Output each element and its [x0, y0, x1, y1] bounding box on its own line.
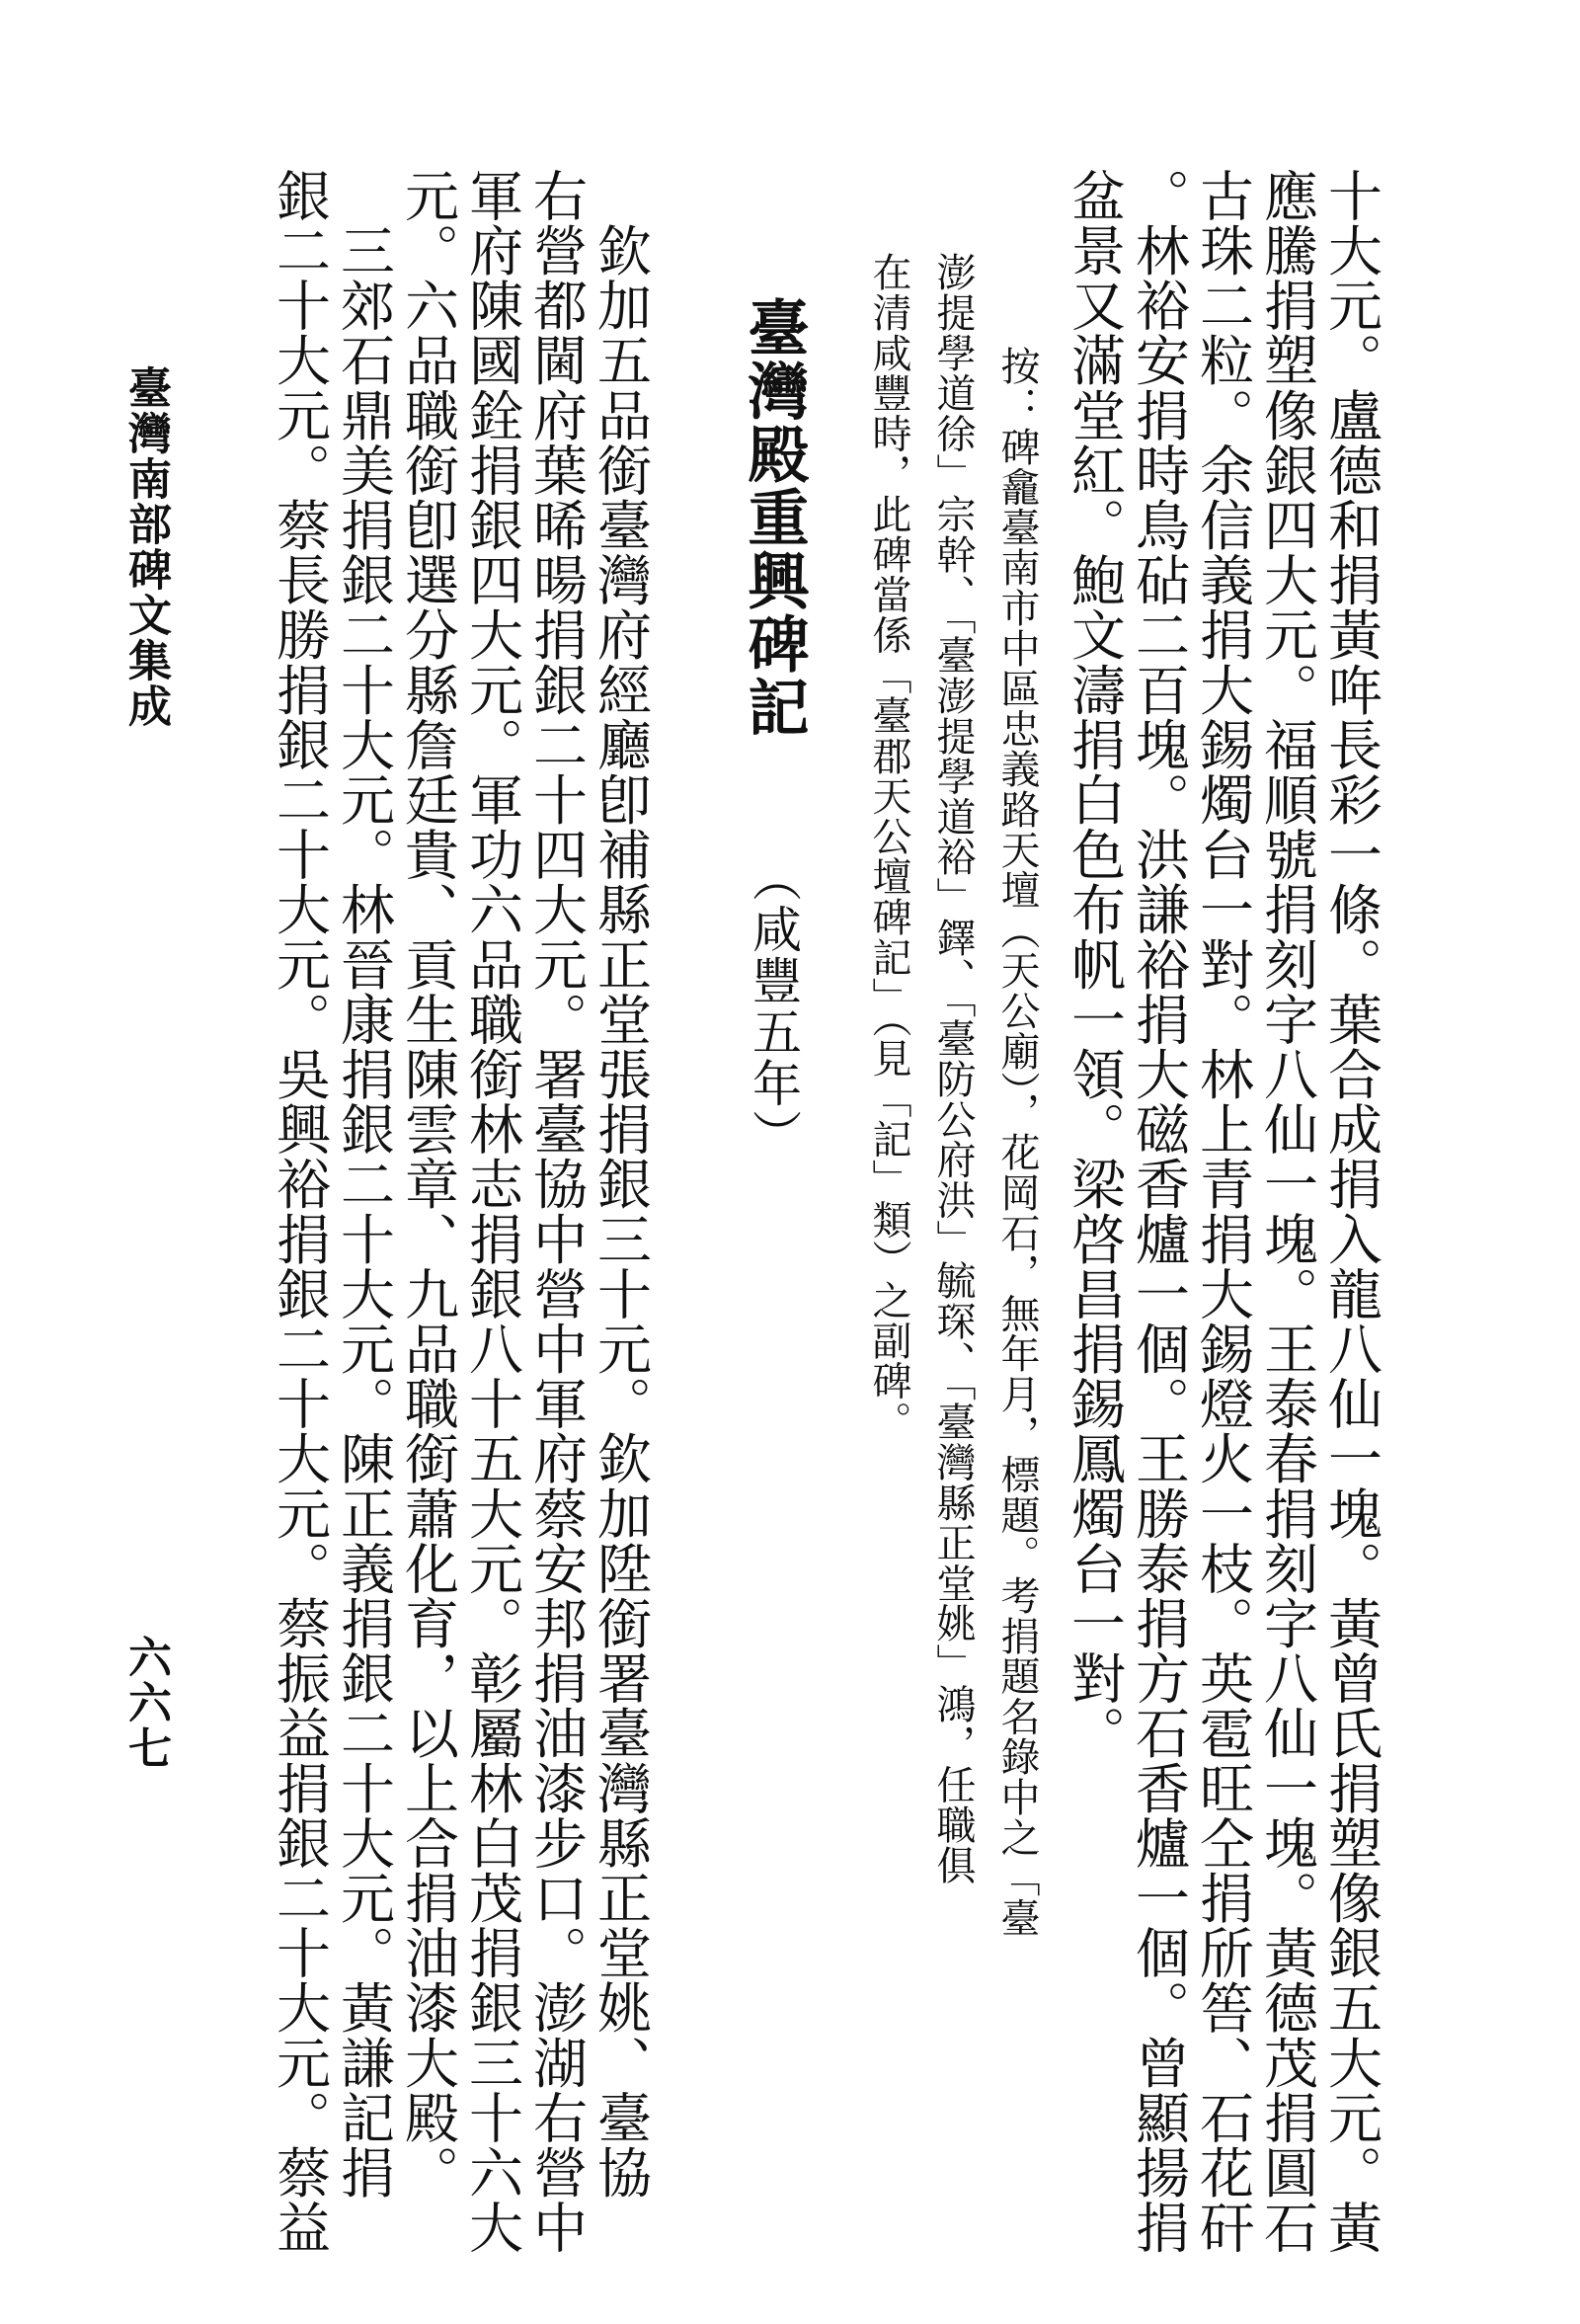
text-column: 元。六品職銜卽選分縣詹廷貴、貢生陳雲章、九品職銜蕭化育，以上合捐油漆大殿。 — [396, 168, 459, 2201]
section-title: 臺灣殿重興碑記 — [738, 296, 810, 739]
text-column: 古珠二粒。余信義捐大錫燭台一對。林上青捐大錫燈火一枝。英雹旺仝捐斦筶、石花矸 — [1191, 168, 1254, 2255]
note-column: 按：碑龕臺南市中區忠義路天壇（天公廟），花岡石，無年月，標題。考捐題名錄中之「臺 — [994, 346, 1040, 1938]
text-column: 應騰捐塑像銀四大元。福順號捐刻字八仙一塊。王泰春捐刻字八仙一塊。黃德茂捐圓石 — [1255, 168, 1318, 2255]
page-number: 六六七 — [120, 1635, 171, 1771]
note-column: 澎提學道徐」宗幹、「臺澎提學道裕」鐸、「臺防公府洪」毓琛、「臺灣縣正堂姚」鴻，任職俱 — [930, 252, 976, 1885]
text-column: 軍府陳國銓捐銀四大元。軍功六品職銜林志捐銀八十五大元。彰屬林白茂捐銀三十六大 — [460, 168, 523, 2255]
section-reign: （咸豐五年） — [745, 852, 802, 1161]
note-column: 在清咸豐時，此碑當係「臺郡天公壇碑記」（見「記」類）之副碑。 — [866, 252, 911, 1441]
section-heading — [738, 296, 810, 1161]
text-column: 。林裕安捐時鳥砧二百塊。洪謙裕捐大磁香爐一個。王勝泰捐方石香爐一個。曾顯揚捐 — [1127, 168, 1190, 2255]
text-column: 欽加五品銜臺灣府經廳卽補縣正堂張捐銀三十元。欽加陞銜署臺灣縣正堂姚、臺協 — [589, 168, 652, 2201]
text-column: 十大元。盧德和捐黃哖長彩一條。葉合成捐入龍八仙一塊。黃曾氏捐塑像銀五大元。黃 — [1319, 168, 1382, 2255]
book-title: 臺灣南部碑文集成 — [120, 365, 171, 729]
text-column: 右營都閫府葉晞暘捐銀二十四大元。署臺協中營中軍府蔡安邦捐油漆步口。澎湖右營中 — [524, 168, 588, 2255]
text-column: 盆景又滿堂紅。鮑文濤捐白色布帆一領。梁啓昌捐錫鳳燭台一對。 — [1063, 168, 1126, 1761]
text-column: 三郊石鼎美捐銀二十大元。林晉康捐銀二十大元。陳正義捐銀二十大元。黃謙記捐 — [332, 168, 395, 2201]
text-column: 銀二十大元。蔡長勝捐銀二十大元。吳興裕捐銀二十大元。蔡振益捐銀二十大元。蔡益 — [268, 168, 331, 2255]
